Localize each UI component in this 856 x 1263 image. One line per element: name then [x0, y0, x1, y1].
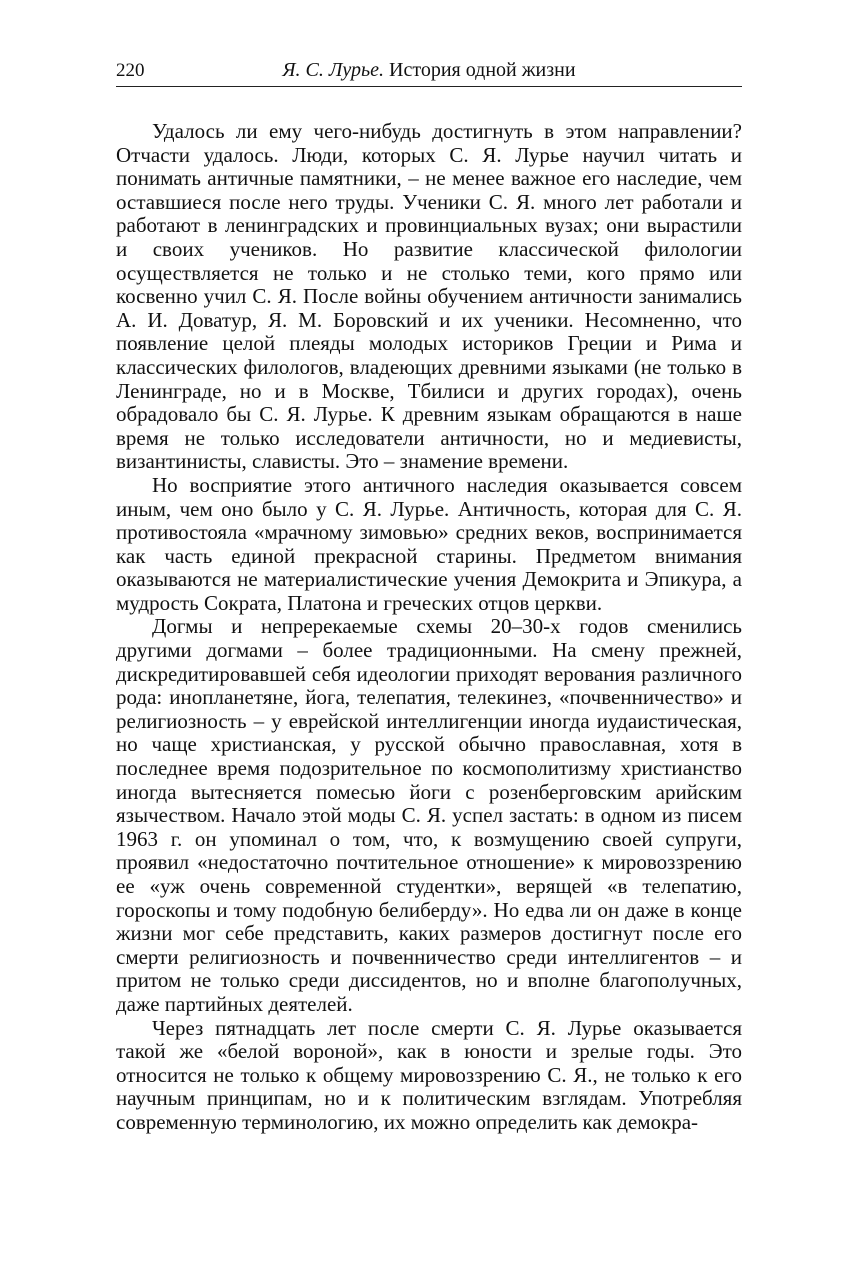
running-title-author: Я. С. Лурье.: [282, 59, 385, 81]
paragraph-4: Через пятнадцать лет после смерти С. Я. Лурье оказывается такой же «белой вороной», как в юности и зрелые годы. Это относится не только к общему мировоззрению С. Я., не только к его научным принципам, но и к политическим взглядам. Употребляя современную терминологию, их можно определить как демокра-: [116, 1015, 742, 1134]
running-title: [116, 59, 742, 82]
running-header: [116, 58, 742, 87]
page-number: 220: [116, 60, 145, 81]
running-title-book: История одной жизни: [389, 59, 576, 81]
body-text: [116, 120, 742, 1135]
book-page: [116, 58, 742, 1135]
paragraph-3: Догмы и непререкаемые схемы 20–30-х годов сменились другими догмами – более традиционными. На смену прежней, дискредитировавшей себя идеологии приходят верования различного рода: инопланетяне, йога, телепатия, телекинез, «почвенничество» и религиозность – у еврейской интеллигенции иногда иудаистическая, но чаще христианская, у русской обычно православная, хотя в последнее время подозрительное по космополитизму христианство иногда вытесняется помесью йоги с розенберговским арийским язычеством. Начало этой моды С. Я. успел застать: в одном из писем 1963 г. он упоминал о том, что, к возмущению своей супруги, проявил «недостаточно почтительное отношение» к мировоззрению ее «уж очень современной студентки», верящей «в телепатию, гороскопы и тому подобную белиберду». Но едва ли он даже в конце жизни мог себе представить, каких размеров достигнут после его смерти религиозность и почвенничество среди интеллигентов – и притом не только среди диссидентов, но и вполне благополучных, даже партийных деятелей.: [116, 614, 742, 1016]
paragraph-2: Но восприятие этого античного наследия оказывается совсем иным, чем оно было у С. Я. Лурье. Античность, которая для С. Я. противостояла «мрачному зимовью» средних веков, воспринимается как часть единой прекрасной старины. Предметом внимания оказываются не материалистические учения Демокрита и Эпикура, а мудрость Сократа, Платона и греческих отцов церкви.: [116, 472, 742, 615]
paragraph-1: Удалось ли ему чего-нибудь достигнуть в этом направлении? Отчасти удалось. Люди, которых С. Я. Лурье научил читать и понимать античные памятники, – не менее важное его наследие, чем оставшиеся после него труды. Ученики С. Я. много лет работали и работают в ленинградских и провинциальных вузах; они вырастили и своих учеников. Но развитие классической филологии осуществляется не только и не столько теми, кого прямо или косвенно учил С. Я. После войны обучением античности занимались А. И. Доватур, Я. М. Боровский и их ученики. Несомненно, что появление целой плеяды молодых историков Греции и Рима и классических филологов, владеющих древними языками (не только в Ленинграде, но и в Москве, Тбилиси и других городах), очень обрадовало бы С. Я. Лурье. К древним языкам обращаются в наше время не только исследователи античности, но и медиевисты, византинисты, слависты. Это – знамение времени.: [116, 119, 742, 474]
